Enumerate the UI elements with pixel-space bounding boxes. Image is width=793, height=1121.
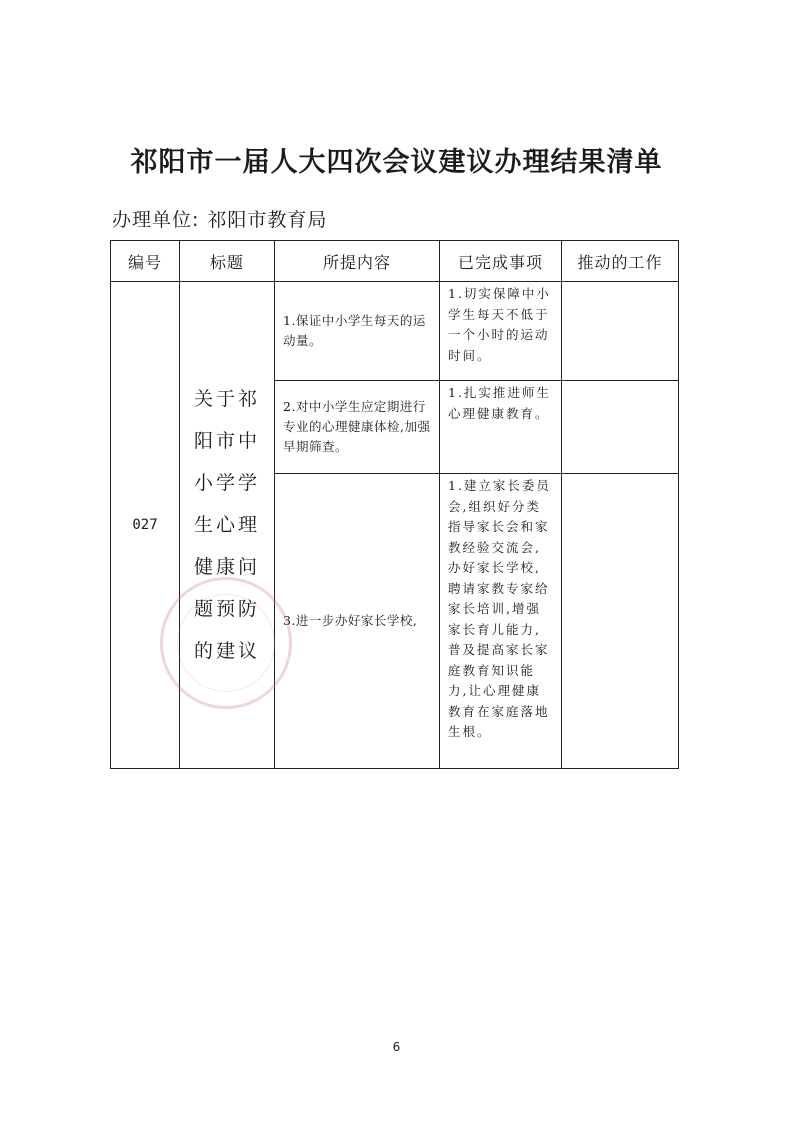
handling-unit-value: 祁阳市教育局 [207, 209, 328, 231]
header-content: 所提内容 [275, 241, 440, 282]
header-done: 已完成事项 [440, 241, 562, 282]
document-title: 祁阳市一届人大四次会议建议办理结果清单 [130, 147, 663, 178]
page-number: 6 [392, 1040, 401, 1054]
push-cell [562, 381, 679, 474]
table-row [111, 282, 679, 381]
content-cell: 3.进一步办好家长学校, [275, 474, 440, 769]
done-cell: 1.切实保障中小学生每天不低于一个小时的运动时间。 [440, 282, 562, 381]
content-cell: 2.对中小学生应定期进行专业的心理健康体检,加强早期筛查。 [275, 381, 440, 474]
handling-unit-label: 办理单位: [112, 209, 200, 231]
handling-unit [112, 205, 327, 232]
table-header-row [111, 241, 679, 282]
entry-number: 027 [111, 282, 180, 769]
header-number: 编号 [111, 241, 180, 282]
push-cell [562, 474, 679, 769]
header-push: 推动的工作 [562, 241, 679, 282]
done-cell: 1.扎实推进师生心理健康教育。 [440, 381, 562, 474]
entry-title-cell [180, 282, 275, 769]
done-cell: 1.建立家长委员会,组织好分类指导家长会和家教经验交流会,办好家长学校,聘请家教专家给家长培训,增强家长育儿能力,普及提高家长家庭教育知识能力,让心理健康教育在家庭落地生根。 [440, 474, 562, 769]
result-table [110, 240, 679, 769]
header-title: 标题 [180, 241, 275, 282]
content-cell: 1.保证中小学生每天的运动量。 [275, 282, 440, 381]
push-cell [562, 282, 679, 381]
entry-title: 关于祁阳市中小学学生心理健康问题预防的建议 [194, 388, 261, 662]
